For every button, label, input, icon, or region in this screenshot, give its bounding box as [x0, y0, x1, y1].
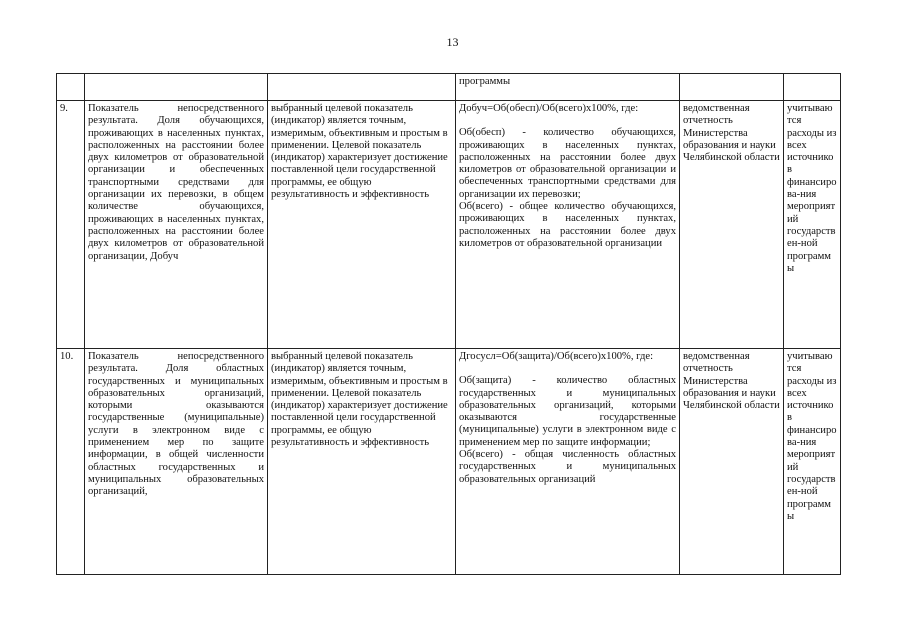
formula-description: Об(защита) - количество областных государственных и муниципальных образовательных организаций, которыми оказываются государственные (муниципальные) услуги в электронном виде с применением мер по защите информации; [459, 375, 676, 448]
cell-rationale [268, 74, 456, 101]
formula-tail: программы [459, 76, 511, 87]
indicator-text: Показатель непосредственного результата. Доля обучающихся, проживающих в населенных пунктах, расположенных на расстоянии более двух километров от образовательной организации и обеспеченных транспортными средствами для организации их перевозки, в общем количестве обучающихся, проживающих в населенных пунктах, расположенных на расстоянии более двух километров от образовательной организации, Добуч [85, 101, 268, 349]
table-row [57, 349, 841, 575]
note-text: учитываются расходы из всех источников финансирова-ния мероприятий государствен-ной программы [784, 349, 841, 575]
formula-text: Добуч=Об(обесп)/Об(всего)х100%, где: [459, 103, 639, 114]
formula-description: Об(всего) - общая численность областных государственных и муниципальных образовательных организаций [459, 449, 676, 485]
table-row-continued [57, 74, 841, 101]
cell-note [784, 74, 841, 101]
formula-cell [456, 349, 680, 575]
formula-description: Об(обесп) - количество обучающихся, проживающих в населенных пунктах, расположенных на расстоянии более двух километров от образовательной организации и обеспеченных транспортными средствами для организации их перевозки; [459, 127, 676, 200]
source-text: ведомственная отчетность Министерства образования и науки Челябинской области [680, 101, 784, 349]
page-number: 13 [446, 35, 459, 49]
cell-num [57, 74, 85, 101]
cell-formula [456, 74, 680, 101]
formula-text: Дгосусл=Об(защита)/Об(всего)х100%, где: [459, 351, 654, 362]
indicator-text: Показатель непосредственного результата. Доля областных государственных и муниципальных образовательных организаций, которыми оказываются государственные (муниципальные) услуги в электронном виде с применением мер по защите информации, в общей численности областных государственных и муниципальных образовательных организаций, [85, 349, 268, 575]
cell-indicator [85, 74, 268, 101]
formula-description: Об(всего) - общее количество обучающихся, проживающих в населенных пунктах, расположенных на расстоянии более двух километров от образовательной организации [459, 201, 676, 249]
table-row [57, 101, 841, 349]
rationale-text: выбранный целевой показатель (индикатор) является точным, измеримым, объективным и простым в применении. Целевой показатель (индикатор) характеризует достижение поставленной цели государственной программы, ее общую результативность и эффективность [268, 349, 456, 575]
cell-source [680, 74, 784, 101]
row-number: 10. [57, 349, 85, 575]
row-number: 9. [57, 101, 85, 349]
source-text: ведомственная отчетность Министерства образования и науки Челябинской области [680, 349, 784, 575]
formula-cell [456, 101, 680, 349]
rationale-text: выбранный целевой показатель (индикатор) является точным, измеримым, объективным и простым в применении. Целевой показатель (индикатор) характеризует достижение поставленной цели государственной программы, ее общую результативность и эффективность [268, 101, 456, 349]
indicators-table [56, 73, 841, 575]
note-text: учитываются расходы из всех источников финансирова-ния мероприятий государствен-ной программы [784, 101, 841, 349]
